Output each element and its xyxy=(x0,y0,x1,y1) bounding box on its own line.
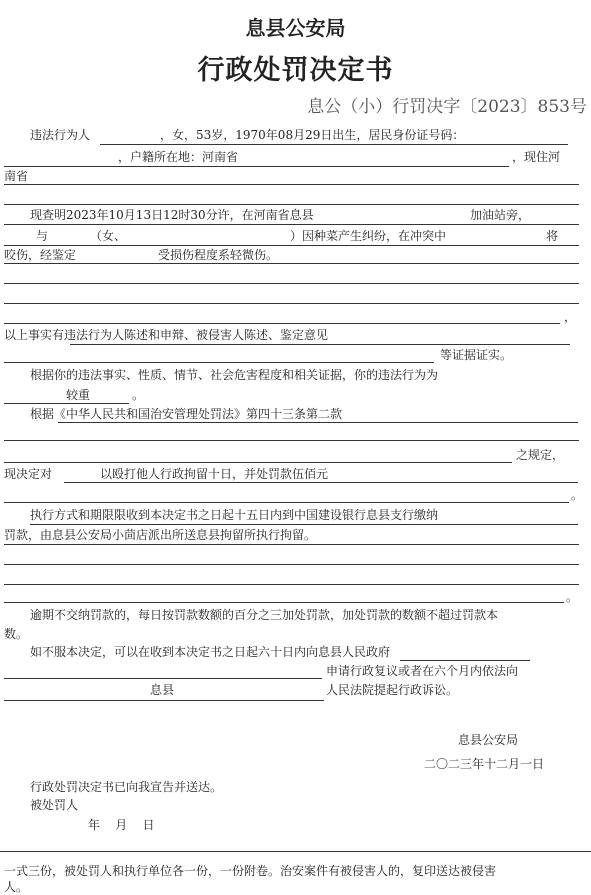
household-registration: ，户籍所在地：河南省 xyxy=(118,150,239,164)
legal-basis-line-1: 根据《中华人民共和国治安管理处罚法》第四十三条第二款 xyxy=(30,407,343,421)
facts-line-2c: ）因种菜产生纠纷，在冲突中 xyxy=(290,229,447,243)
underline xyxy=(4,263,579,264)
underline xyxy=(4,303,579,304)
overdue-line-1: 逾期不交纳罚款的，每日按罚款数额的百分之三加处罚款，加处罚款的数额不超过罚款本 xyxy=(30,608,499,622)
appeal-court-location: 息县 xyxy=(150,683,175,697)
facts-line-1a: 现查明2023年10月13日12时30分许，在河南省息县 xyxy=(30,208,314,222)
underline xyxy=(4,283,579,284)
assessment-end-mark: 。 xyxy=(132,388,145,402)
underline xyxy=(70,344,570,345)
violator-label: 违法行为人 xyxy=(30,128,91,142)
assessment-line-1: 根据你的违法事实、性质、情节、社会危害程度和相关证据，你的违法行为为 xyxy=(30,368,439,382)
underline xyxy=(4,403,129,404)
footer-line-2: 人。 xyxy=(4,880,29,894)
underline xyxy=(4,204,579,205)
underline xyxy=(4,224,579,225)
underline xyxy=(4,700,324,701)
underline xyxy=(100,144,568,145)
appeal-line-1: 如不服本决定，可以在收到本决定书之日起六十日内向息县人民政府 xyxy=(30,645,391,659)
agency-header: 息县公安局 xyxy=(245,16,346,40)
underline xyxy=(4,502,569,503)
document-title: 行政处罚决定书 xyxy=(197,55,394,86)
facts-line-3b: 受损伤程度系轻微伤。 xyxy=(158,248,279,262)
facts-line-1b: 加油站旁， xyxy=(470,208,531,222)
underline xyxy=(58,422,578,423)
underline xyxy=(4,245,579,246)
overdue-line-2: 数。 xyxy=(4,627,29,641)
facts-line-3: 咬伤，经鉴定 xyxy=(4,248,77,262)
underline xyxy=(4,462,512,463)
execution-line-1: 执行方式和期限限收到本决定书之日起十五日内到中国建设银行息县支行缴纳 xyxy=(30,508,439,522)
execution-line-2: 罚款，由息县公安局小茴店派出所送息县拘留所执行拘留。 xyxy=(4,528,317,542)
facts-end-mark: ， xyxy=(564,310,577,324)
underline xyxy=(4,440,579,441)
decision-end-mark: 。 xyxy=(571,488,584,502)
signing-date: 二〇二三年十二月一日 xyxy=(424,757,545,771)
current-residence-label: ，现住河 xyxy=(512,150,561,164)
penalized-person-label: 被处罚人 xyxy=(30,798,79,812)
underline xyxy=(4,544,579,545)
underline xyxy=(4,564,579,565)
delivery-date-fields: 年 月 日 xyxy=(88,818,155,832)
facts-line-2b: （女、 xyxy=(90,229,127,243)
facts-line-2d: 将 xyxy=(546,229,559,243)
signing-agency: 息县公安局 xyxy=(458,733,519,747)
appeal-line-3: 人民法院提起行政诉讼。 xyxy=(326,683,459,697)
underline xyxy=(4,678,322,679)
delivery-statement: 行政处罚决定书已向我宣告并送达。 xyxy=(30,780,223,794)
underline xyxy=(30,524,578,525)
evidence-line-2: 等证据证实。 xyxy=(440,348,513,362)
document-number: 息公（小）行罚决字〔2023〕853号 xyxy=(307,97,587,117)
evidence-line-1: 以上事实有违法行为人陈述和申辩、被侵害人陈述、鉴定意见 xyxy=(4,328,329,342)
underline xyxy=(4,584,579,585)
execution-end-mark: 。 xyxy=(566,590,579,604)
decision-text: 以殴打他人行政拘留十日，并处罚款伍佰元 xyxy=(100,467,329,481)
underline xyxy=(4,362,434,363)
underline xyxy=(4,166,509,167)
underline xyxy=(4,184,579,185)
assessment-severity: 较重 xyxy=(66,388,91,402)
facts-line-2a: 与 xyxy=(36,229,49,243)
legal-basis-end: 之规定， xyxy=(516,448,565,462)
footer-line-1: 一式三份，被处罚人和执行单位各一份，一份附卷。治安案件有被侵害人的，复印送达被侵害 xyxy=(4,864,497,878)
underline xyxy=(64,482,578,483)
underline xyxy=(4,602,564,603)
appeal-line-2: 申请行政复议或者在六个月内依法向 xyxy=(326,664,519,678)
underline xyxy=(4,323,560,324)
residence-continued: 南省 xyxy=(4,169,29,183)
underline xyxy=(400,660,530,661)
footer-divider xyxy=(0,851,591,852)
decision-label: 现决定对 xyxy=(4,467,53,481)
violator-info: ，女，53岁，1970年08月29日出生，居民身份证号码： xyxy=(160,128,465,142)
